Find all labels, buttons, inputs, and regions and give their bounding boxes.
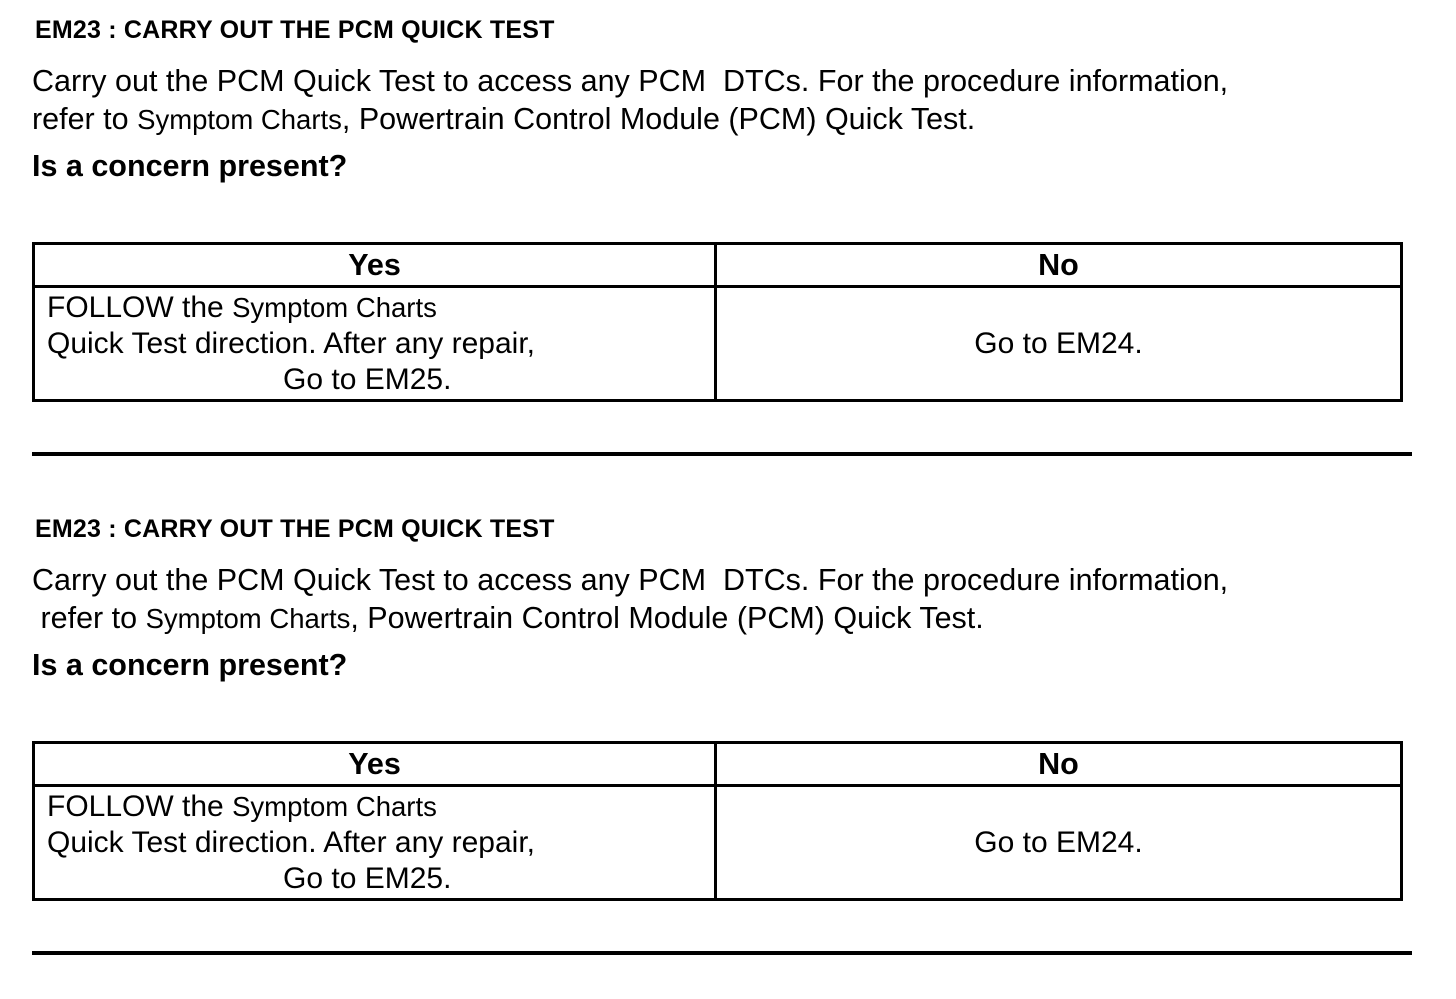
table-header-row <box>34 244 1402 287</box>
section-divider <box>32 452 1412 456</box>
yes-action-prefix: FOLLOW the <box>47 290 233 324</box>
header-yes: Yes <box>34 244 716 287</box>
yes-action-line-3: Go to EM25. <box>283 861 452 895</box>
instruction-suffix: , Powertrain Control Module (PCM) Quick Test. <box>341 102 976 136</box>
yes-no-table <box>32 741 1403 901</box>
instruction-line-1: Carry out the PCM Quick Test to access any PCM DTCs. For the procedure information, <box>32 64 1229 98</box>
yes-action-prefix: FOLLOW the <box>47 789 233 823</box>
header-no: No <box>716 743 1402 786</box>
section-divider <box>32 951 1412 955</box>
yes-symptom-charts-reference: Symptom Charts <box>232 291 437 323</box>
step-title: EM23 : CARRY OUT THE PCM QUICK TEST <box>35 16 555 44</box>
no-action-cell: Go to EM24. <box>716 786 1402 900</box>
instruction-line-2 <box>32 104 975 135</box>
yes-action-cell <box>34 786 716 900</box>
yes-action-line-1 <box>47 290 714 326</box>
yes-no-table <box>32 242 1403 402</box>
instruction-line-2 <box>32 603 984 634</box>
test-step-section-2 <box>0 499 1456 999</box>
symptom-charts-reference: Symptom Charts <box>137 104 342 135</box>
question: Is a concern present? <box>32 149 348 183</box>
instruction-line-1: Carry out the PCM Quick Test to access any PCM DTCs. For the procedure information, <box>32 563 1229 597</box>
instruction-prefix: refer to <box>32 102 138 136</box>
header-no: No <box>716 244 1402 287</box>
yes-action-line-3: Go to EM25. <box>283 362 452 396</box>
table-header-row <box>34 743 1402 786</box>
yes-action-line-2: Quick Test direction. After any repair, <box>47 326 536 360</box>
yes-action-cell <box>34 287 716 401</box>
question: Is a concern present? <box>32 648 348 682</box>
table-row <box>34 287 1402 401</box>
yes-symptom-charts-reference: Symptom Charts <box>232 790 437 822</box>
step-title: EM23 : CARRY OUT THE PCM QUICK TEST <box>35 515 555 543</box>
yes-action-line-1 <box>47 789 714 825</box>
instruction-suffix: , Powertrain Control Module (PCM) Quick Test. <box>350 601 984 635</box>
header-yes: Yes <box>34 743 716 786</box>
symptom-charts-reference: Symptom Charts <box>145 603 351 634</box>
instruction-prefix: refer to <box>32 601 146 635</box>
no-action-cell: Go to EM24. <box>716 287 1402 401</box>
table-row <box>34 786 1402 900</box>
yes-action-line-2: Quick Test direction. After any repair, <box>47 825 536 859</box>
